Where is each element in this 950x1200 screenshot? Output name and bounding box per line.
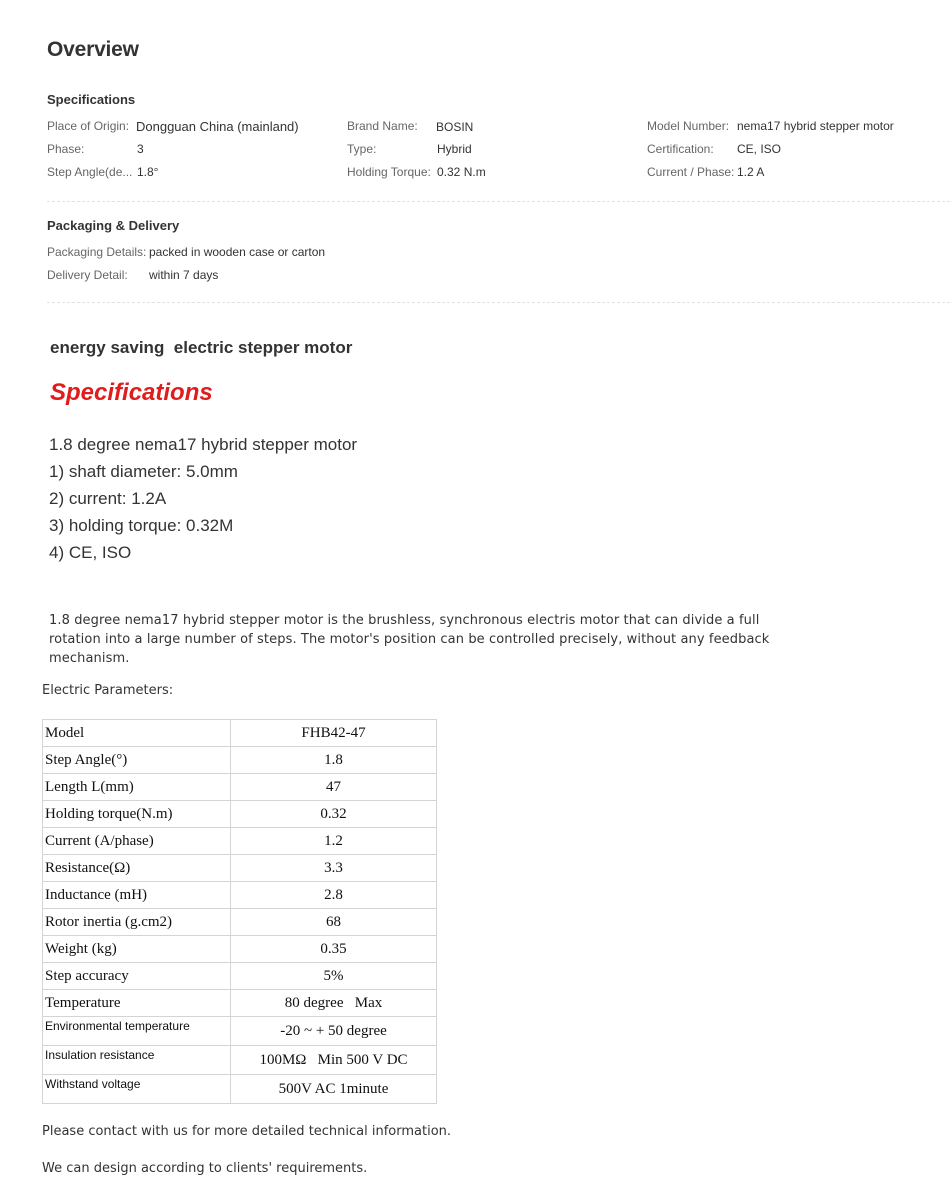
param-value: 100MΩ Min 500 V DC — [231, 1046, 437, 1075]
contact-note: Please contact with us for more detailed technical information. — [42, 1124, 452, 1139]
electric-parameters-table — [42, 719, 437, 1104]
product-spec-heading: Specifications — [50, 379, 213, 406]
spec-value-current-phase: 1.2 A — [737, 165, 765, 179]
table-row — [43, 828, 437, 855]
param-key: Temperature — [43, 990, 231, 1017]
spec-label-phase: Phase: — [47, 142, 85, 156]
param-value: 2.8 — [231, 882, 437, 909]
param-value: 5% — [231, 963, 437, 990]
table-row — [43, 1075, 437, 1104]
spec-label-place-of-origin: Place of Origin: — [47, 119, 130, 133]
table-row — [43, 990, 437, 1017]
table-row — [43, 936, 437, 963]
specifications-heading: Specifications — [47, 92, 136, 107]
param-key: Step accuracy — [43, 963, 231, 990]
param-key: Step Angle(°) — [43, 747, 231, 774]
param-key: Inductance (mH) — [43, 882, 231, 909]
spec-line: 3) holding torque: 0.32M — [49, 516, 234, 535]
spec-value-model-number: nema17 hybrid stepper motor — [737, 119, 894, 133]
table-row — [43, 855, 437, 882]
param-key: Weight (kg) — [43, 936, 231, 963]
packaging-label-details: Packaging Details: — [47, 245, 147, 259]
param-key: Holding torque(N.m) — [43, 801, 231, 828]
param-key: Current (A/phase) — [43, 828, 231, 855]
spec-label-step-angle: Step Angle(de... — [47, 165, 133, 179]
table-row — [43, 882, 437, 909]
packaging-label-delivery: Delivery Detail: — [47, 268, 128, 282]
param-key: Insulation resistance — [43, 1046, 231, 1075]
spec-label-certification: Certification: — [647, 142, 714, 156]
product-title: energy saving electric stepper motor — [50, 338, 353, 357]
section-divider — [47, 302, 950, 303]
param-key: Model — [43, 720, 231, 747]
table-row — [43, 909, 437, 936]
param-key: Length L(mm) — [43, 774, 231, 801]
table-row — [43, 720, 437, 747]
packaging-value-details: packed in wooden case or carton — [149, 245, 326, 259]
spec-line: 1) shaft diameter: 5.0mm — [49, 462, 238, 481]
param-value: -20 ~ + 50 degree — [231, 1017, 437, 1046]
param-value: FHB42-47 — [231, 720, 437, 747]
param-value: 3.3 — [231, 855, 437, 882]
param-key: Rotor inertia (g.cm2) — [43, 909, 231, 936]
table-row — [43, 801, 437, 828]
table-row — [43, 963, 437, 990]
param-key: Environmental temperature — [43, 1017, 231, 1046]
spec-value-certification: CE, ISO — [737, 142, 782, 156]
electric-parameters-label: Electric Parameters: — [42, 683, 174, 698]
param-value: 0.32 — [231, 801, 437, 828]
spec-value-brand-name: BOSIN — [436, 120, 474, 134]
spec-value-phase: 3 — [137, 142, 144, 156]
param-key: Withstand voltage — [43, 1075, 231, 1104]
param-value: 500V AC 1minute — [231, 1075, 437, 1104]
table-row — [43, 747, 437, 774]
spec-value-place-of-origin: Dongguan China (mainland) — [136, 119, 299, 134]
param-value: 0.35 — [231, 936, 437, 963]
packaging-heading: Packaging & Delivery — [47, 218, 180, 233]
table-row — [43, 1017, 437, 1046]
spec-value-step-angle: 1.8° — [137, 165, 159, 179]
param-value: 47 — [231, 774, 437, 801]
spec-line: 1.8 degree nema17 hybrid stepper motor — [49, 435, 358, 454]
spec-line: 4) CE, ISO — [49, 543, 132, 562]
product-description: 1.8 degree nema17 hybrid stepper motor is the brushless, synchronous electris motor that can divide a full rotation into a large number of steps. The motor's position can be controlled precisely, without any feedback mechanism. — [49, 613, 770, 666]
spec-label-type: Type: — [347, 142, 377, 156]
table-row — [43, 1046, 437, 1075]
param-key: Resistance(Ω) — [43, 855, 231, 882]
overview-title: Overview — [47, 38, 139, 61]
spec-label-holding-torque: Holding Torque: — [347, 165, 431, 179]
design-note: We can design according to clients' requirements. — [42, 1161, 368, 1176]
spec-line: 2) current: 1.2A — [49, 489, 167, 508]
packaging-value-delivery: within 7 days — [149, 268, 219, 282]
param-value: 1.2 — [231, 828, 437, 855]
spec-value-type: Hybrid — [437, 142, 472, 156]
table-row — [43, 774, 437, 801]
spec-label-current-phase: Current / Phase: — [647, 165, 735, 179]
spec-label-model-number: Model Number: — [647, 119, 730, 133]
param-value: 80 degree Max — [231, 990, 437, 1017]
param-value: 1.8 — [231, 747, 437, 774]
spec-label-brand-name: Brand Name: — [347, 119, 418, 133]
spec-value-holding-torque: 0.32 N.m — [437, 165, 486, 179]
param-value: 68 — [231, 909, 437, 936]
section-divider — [47, 201, 950, 202]
